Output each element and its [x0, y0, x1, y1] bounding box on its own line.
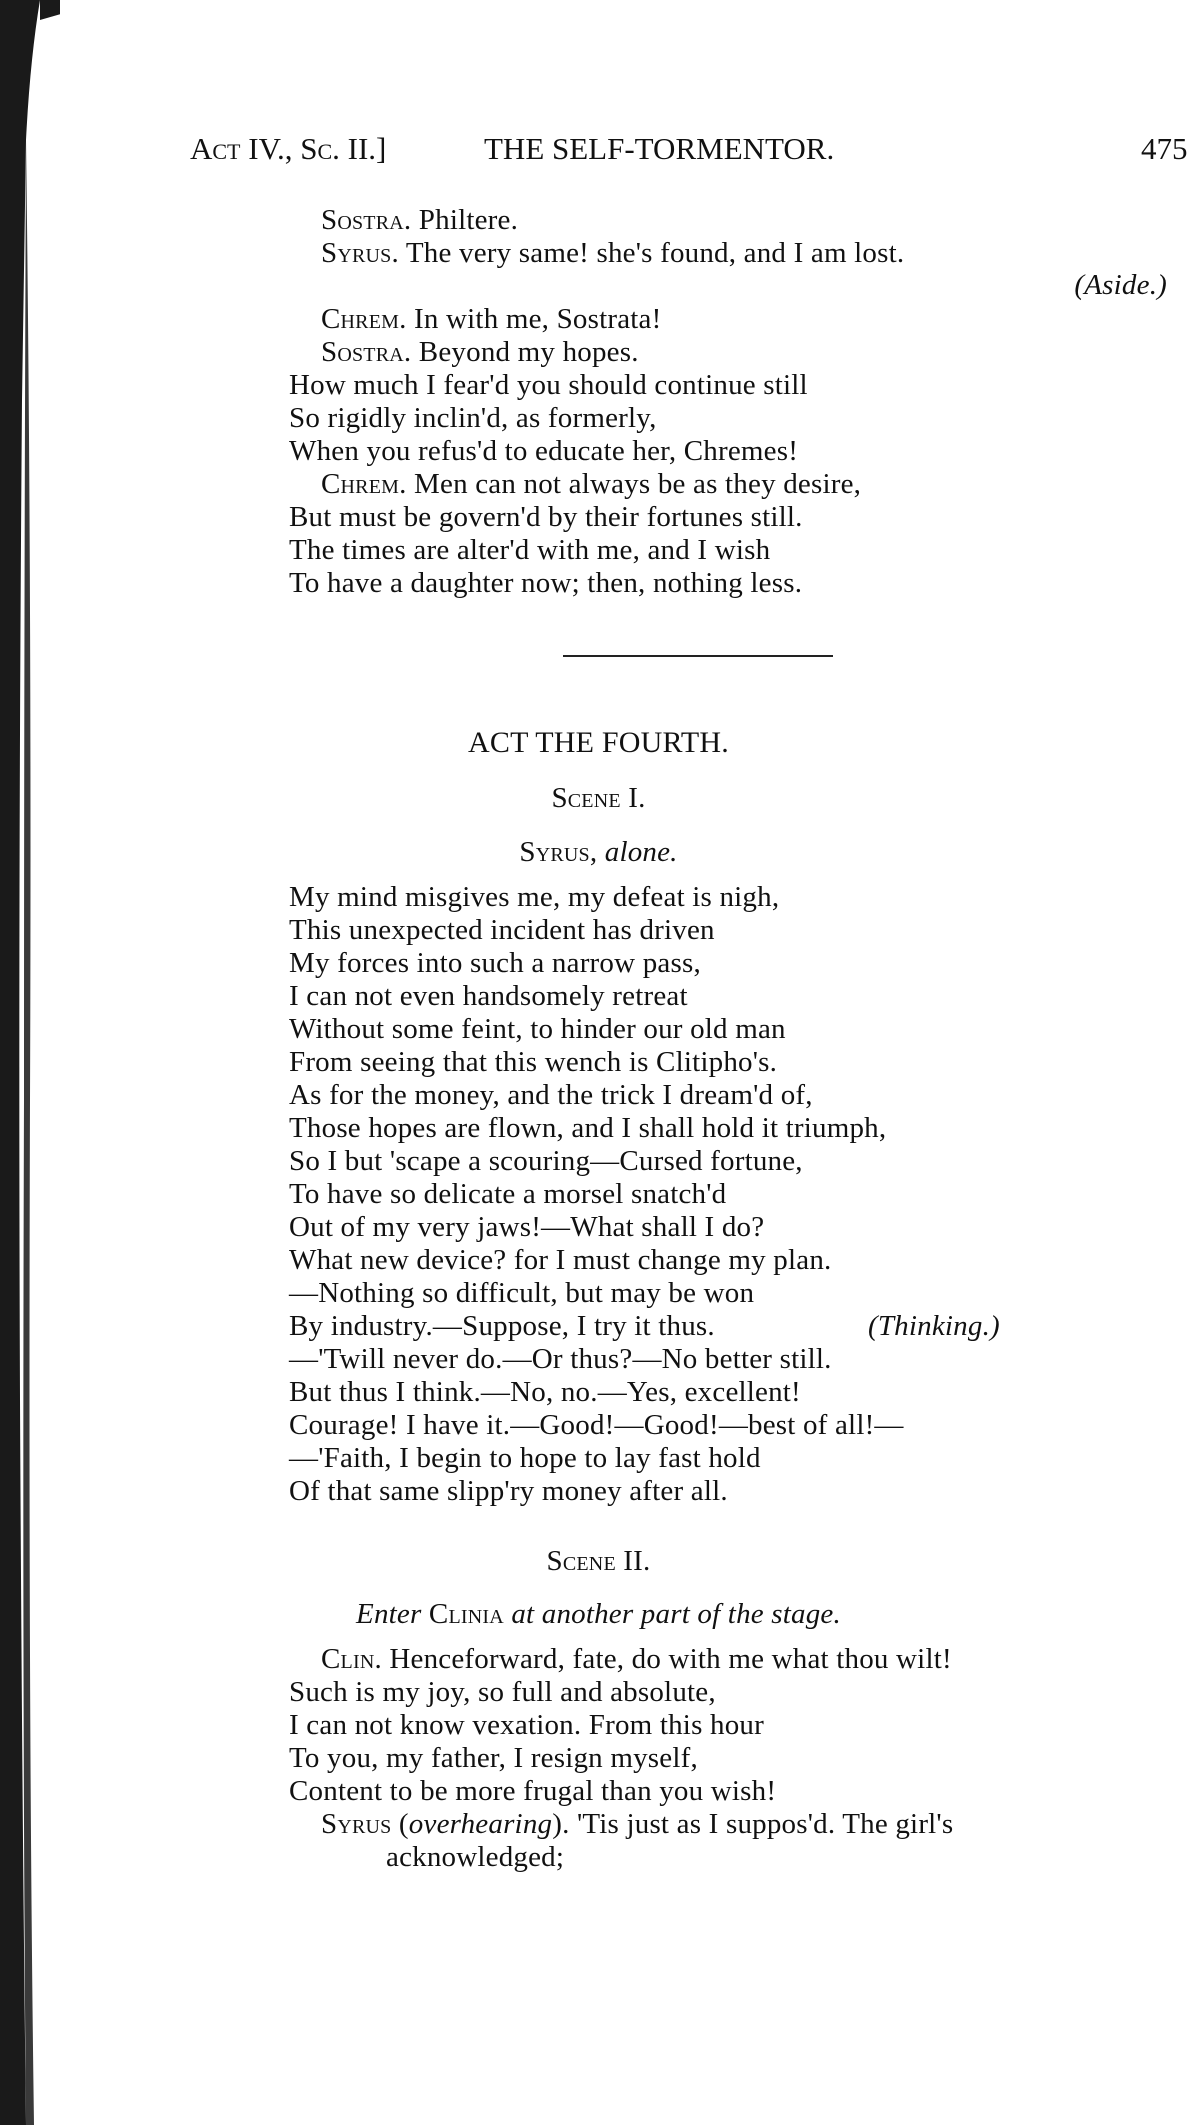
scene-character-note: Syrus, alone.	[519, 836, 678, 868]
verse-line: When you refus'd to educate her, Chremes!	[289, 435, 799, 467]
verse-line: But thus I think.—No, no.—Yes, excellent!	[289, 1376, 801, 1408]
verse-line: —'Faith, I begin to hope to lay fast hold	[289, 1442, 761, 1474]
verse-line: So I but 'scape a scouring—Cursed fortune,	[289, 1145, 803, 1177]
verse-line: What new device? for I must change my plan.	[289, 1244, 832, 1276]
dialogue-line: Clin. Henceforward, fate, do with me what thou wilt!	[321, 1643, 952, 1675]
dialogue-line: Syrus. The very same! she's found, and I am lost.	[321, 237, 905, 269]
verse-line: Without some feint, to hinder our old man	[289, 1013, 786, 1045]
verse-line: Those hopes are flown, and I shall hold it triumph,	[289, 1112, 887, 1144]
verse-line: I can not even handsomely retreat	[289, 980, 688, 1012]
running-header-title: THE SELF-TORMENTOR.	[484, 131, 835, 166]
running-header-act: Act IV., Sc. II.]	[190, 131, 387, 166]
verse-line: To you, my father, I resign myself,	[289, 1742, 698, 1774]
scene-heading: Scene I.	[551, 782, 646, 814]
section-divider	[563, 655, 833, 657]
dialogue-line: Chrem. Men can not always be as they desire,	[321, 468, 862, 500]
verse-line: acknowledged;	[386, 1841, 565, 1873]
verse-line: My forces into such a narrow pass,	[289, 947, 701, 979]
verse-line: My mind misgives me, my defeat is nigh,	[289, 881, 780, 913]
verse-line: To have a daughter now; then, nothing less.	[289, 567, 803, 599]
act-heading: ACT THE FOURTH.	[468, 726, 729, 759]
verse-line: Out of my very jaws!—What shall I do?	[289, 1211, 765, 1243]
verse-line: Of that same slipp'ry money after all.	[289, 1475, 728, 1507]
verse-line: Courage! I have it.—Good!—Good!—best of all!—	[289, 1409, 904, 1441]
verse-line: To have so delicate a morsel snatch'd	[289, 1178, 727, 1210]
verse-line: I can not know vexation. From this hour	[289, 1709, 764, 1741]
verse-line: By industry.—Suppose, I try it thus.	[289, 1310, 715, 1342]
verse-line: —'Twill never do.—Or thus?—No better still.	[289, 1343, 832, 1375]
scene-heading: Scene II.	[546, 1545, 651, 1577]
dialogue-line: Sostra. Philtere.	[321, 204, 519, 236]
verse-line: So rigidly inclin'd, as formerly,	[289, 402, 657, 434]
verse-line: The times are alter'd with me, and I wish	[289, 534, 771, 566]
dialogue-line: Sostra. Beyond my hopes.	[321, 336, 639, 368]
verse-line: Content to be more frugal than you wish!	[289, 1775, 777, 1807]
verse-line: This unexpected incident has driven	[289, 914, 715, 946]
verse-line: But must be govern'd by their fortunes still.	[289, 501, 803, 533]
dialogue-line: Chrem. In with me, Sostrata!	[321, 303, 662, 335]
stage-direction: (Aside.)	[1074, 269, 1167, 301]
dialogue-line: Syrus (overhearing). 'Tis just as I suppos'd. The girl's	[321, 1808, 954, 1840]
stage-direction: (Thinking.)	[868, 1310, 1000, 1342]
verse-line: —Nothing so difficult, but may be won	[289, 1277, 755, 1309]
verse-line: How much I fear'd you should continue still	[289, 369, 808, 401]
scene-entrance-note: Enter Clinia at another part of the stage.	[356, 1598, 841, 1630]
verse-line: As for the money, and the trick I dream'd of,	[289, 1079, 813, 1111]
binding-edge-shadow	[0, 0, 60, 2125]
page-number: 475	[1141, 131, 1188, 166]
verse-line: From seeing that this wench is Clitipho's.	[289, 1046, 778, 1078]
verse-line: Such is my joy, so full and absolute,	[289, 1676, 716, 1708]
